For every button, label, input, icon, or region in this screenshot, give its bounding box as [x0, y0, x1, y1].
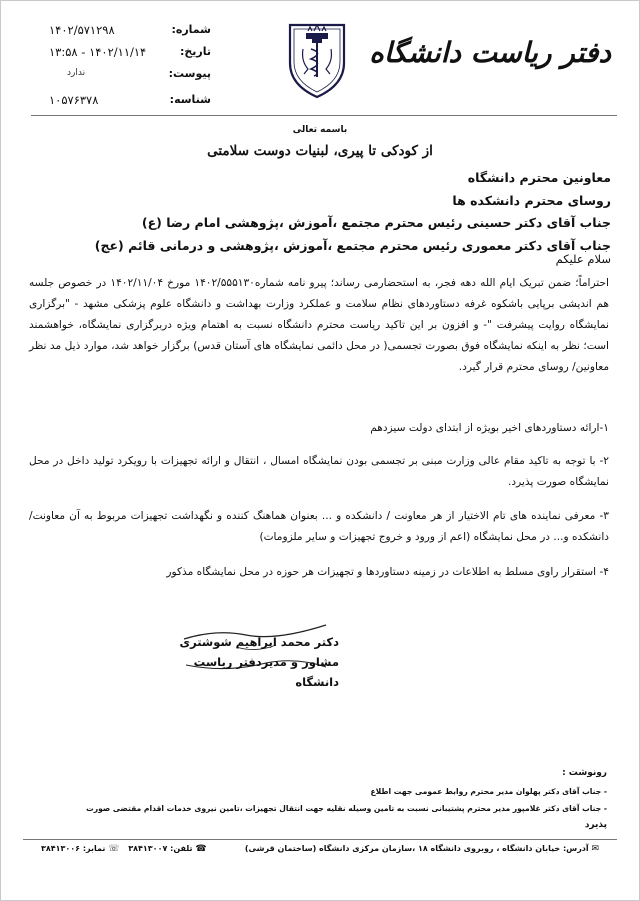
address-text: آدرس: خیابان دانشگاه ، روبروی دانشگاه ۱۸ ،سازمان مرکزی دانشگاه (ساختمان قرشی)	[244, 844, 589, 853]
number-label: شماره:	[171, 23, 211, 36]
number-value: ۱۴۰۲/۵۷۱۲۹۸	[49, 23, 115, 37]
phone-text: تلفن: ۳۸۴۱۳۰۰۷	[128, 844, 193, 853]
header-divider	[31, 115, 617, 116]
date-label: تاریخ:	[179, 45, 211, 58]
recipient-line: جناب آقای دکتر حسینی رئیس محترم مجتمع ،آموزش ،پژوهشی امام رضا (ع)	[141, 215, 611, 230]
recipients-list	[21, 167, 611, 257]
footer-phones	[41, 844, 207, 854]
recipient-line: جناب آقای دکتر معموری رئیس محترم مجتمع ،آموزش ،پژوهشی و درمانی قائم (عج)	[94, 237, 611, 253]
signature-block	[179, 632, 339, 692]
letter-meta	[41, 23, 211, 115]
number-row	[41, 23, 211, 45]
signer-name: دکتر محمد ابراهیم شوشتری	[179, 635, 339, 649]
location-icon: ✉	[591, 844, 599, 854]
attachment-row	[41, 67, 211, 89]
list-item: ۱-ارائه دستاوردهای اخیر بویژه از ابتدای دولت سیزدهم	[370, 422, 609, 434]
signer-title: مشاور و مدیردفتر ریاست دانشگاه	[193, 655, 339, 689]
id-row	[41, 93, 211, 115]
cc-title: رونوشت :	[562, 768, 607, 778]
phone-icon: ☎	[195, 844, 207, 854]
attachment-value: ندارد	[67, 68, 86, 78]
list-item: ۲- با توجه به تاکید مقام عالی وزارت مبنی بر تجسمی بودن نمایشگاه امسال ، انتقال و ارائه تجهیزات با رویکرد تولید داخل در محل نمایشگاه صورت پذیرد.	[29, 455, 609, 488]
cc-line: - جناب آقای دکتر پهلوان مدیر محترم روابط عمومی جهت اطلاع	[370, 787, 607, 796]
cc-line-end: پذیرد	[584, 820, 607, 830]
slogan: از کودکی تا پیری، لبنیات دوست سلامتی	[207, 143, 433, 159]
cc-section	[47, 765, 607, 834]
office-title: دفتر ریاست دانشگاه	[369, 36, 611, 69]
university-logo	[284, 19, 350, 101]
id-value: ۱۰۵۷۶۳۷۸	[49, 93, 99, 107]
invocation: باسمه تعالی	[292, 125, 348, 135]
footer-divider	[23, 839, 617, 840]
fax-text: نمابر: ۳۸۴۱۳۰۰۶	[41, 844, 106, 853]
footer-address	[245, 844, 599, 854]
id-label: شناسه:	[169, 93, 211, 106]
greeting: سلام علیکم	[555, 252, 611, 266]
date-row	[41, 45, 211, 67]
letter-footer	[41, 844, 599, 860]
list-item: ۴- استقرار راوی مسلط به اطلاعات در زمینه دستاوردها و تجهیزات هر حوزه در محل نمایشگاه مذکور	[166, 566, 609, 578]
date-value: ۱۴۰۲/۱۱/۱۴ - ۱۳:۵۸	[49, 45, 147, 59]
recipient-line: روسای محترم دانشکده ها	[452, 192, 611, 208]
fax-icon: ☏	[108, 844, 120, 854]
cc-line: - جناب آقای دکتر غلامپور مدیر محترم پشتیبانی نسبت به تامین وسیله نقلیه جهت انتقال تجهیزات ،تامین نیروی خدمات اقدام مقتضی صورت	[86, 804, 607, 813]
attachment-label: پیوست:	[168, 67, 211, 80]
letter-body: احتراماً؛ ضمن تبریک ایام الله دهه فجر، به استحضارمی رساند؛ پیرو نامه شماره۱۴۰۲/۵۵۵۱۳۰ مورخ ۱۴۰۲/۱۱/۰۴ در خصوص جلسه هم اندیشی برپایی باشکوه غرفه دستاوردهای نظام سلامت و عملکرد وزارت بهداشت و دانشگاه علوم پزشکی مشهد - "برگزاری نمایشگاه روایت پیشرفت "- و افزون بر این تاکید ریاست محترم دانشگاه نسبت به اهتمام ویژه دربرگزاری نمایشگاه، خواهشمند است؛ نظر به اینکه نمایشگاه فوق بصورت تجسمی( در محل دائمی نمایشگاه های آستان قدس) برگزار خواهد شد، موارد ذیل مد نظر معاونین/ روسای محترم قرار گیرد.	[29, 277, 609, 373]
list-item: ۳- معرفی نماینده های تام الاختیار از هر معاونت / دانشکده و ... بعنوان هماهنگ کننده و نگهداشت تجهیزات مربوط به آن معاونت/ دانشکده و... در محل نمایشگاه (اعم از ورود و خروج تجهیزات و سایر ملزومات)	[29, 510, 609, 543]
recipient-line: معاونین محترم دانشگاه	[467, 170, 611, 185]
